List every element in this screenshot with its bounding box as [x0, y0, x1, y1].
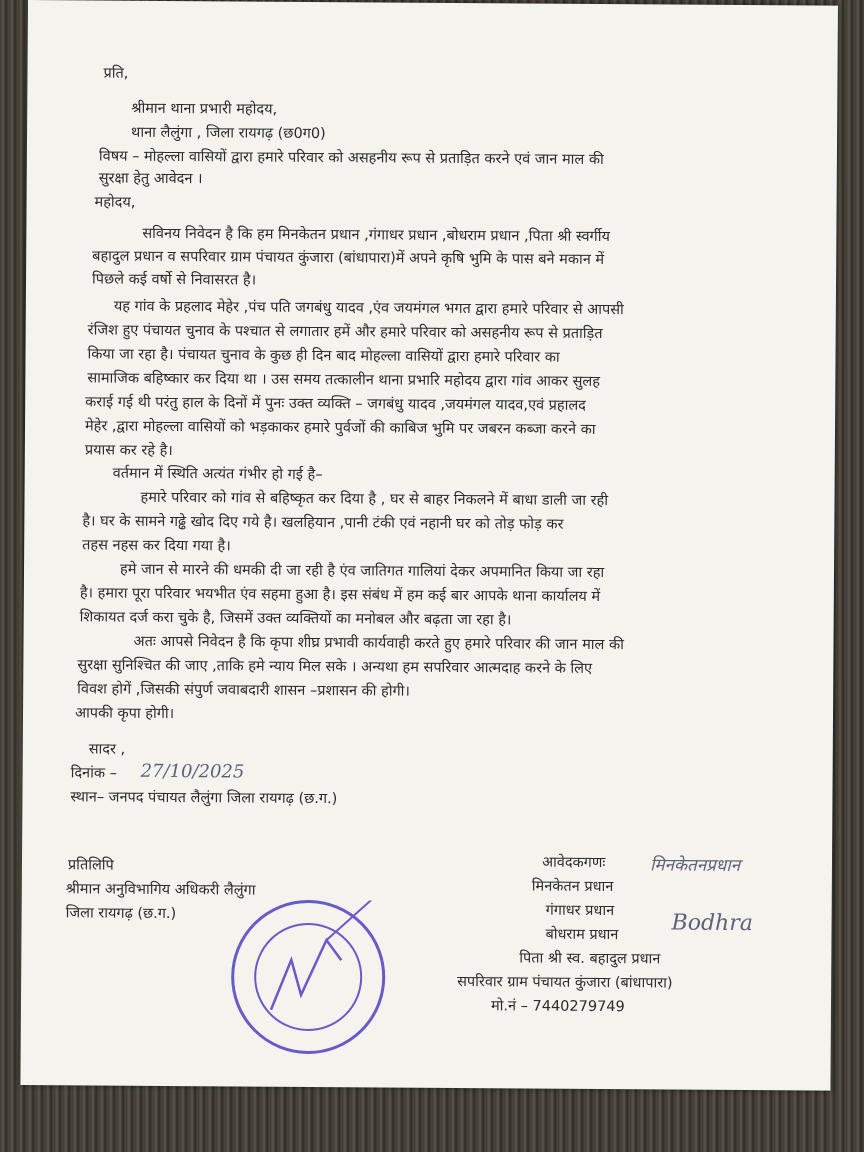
body-line: सुरक्षा सुनिश्चित की जाए ,ताकि हमे न्याय मिल सके । अन्यथा हम सपरिवार आत्मदाह करने के लिए: [77, 657, 593, 677]
body-line: रंजिश हुए पंचायत चुनाव के पश्चात से लगातार हमें और हमारे परिवार को असहनीय रूप से प्रताड़ित: [87, 322, 603, 343]
police-stamp: [231, 899, 386, 1054]
applicants-label: आवेदकगणः: [541, 854, 606, 872]
body-line: वर्तमान में स्थिति अत्यंत गंभीर हो गई है–: [112, 465, 323, 484]
mobile-line: मो.नं – 7440279749: [490, 998, 625, 1016]
subject-line: सुरक्षा हेतु आवेदन ।: [98, 170, 203, 188]
body-line: बहादुल प्रधान व सपरिवार ग्राम पंचायत कुंजारा (बांधापारा)में अपने कृषि भुमि के पास बने मकान में: [92, 248, 605, 269]
body-line: हमे जान से मारने की धमकी दी जा रही है एंव जातिगत गालियां देकर अपमानित किया जा रहा: [119, 561, 605, 582]
body-line: प्रयास कर रहे है।: [84, 442, 173, 460]
salutation: महोदय,: [94, 194, 136, 211]
to-label: प्रति,: [103, 65, 129, 82]
recipient-line: थाना लैलुंगा , जिला रायगढ़ (छ0ग0): [131, 124, 326, 143]
body-line: पिछले कई वर्षो से निवासरत है।: [91, 271, 257, 289]
body-line: मेहेर ,द्वारा मोहल्ला वासियों को भड़काकर हमारे पुर्वजों की काबिज भुमि पर जबरन कब्जा करने का: [84, 418, 596, 438]
father-line: पिता श्री स्व. बहादुल प्रधान: [519, 950, 661, 968]
recipient-line: श्रीमान थाना प्रभारी महोदय,: [131, 100, 278, 118]
body-line: सामाजिक बहिष्कार कर दिया था । उस समय तत्कालीन थाना प्रभारि महोदय द्वारा गांव आकर सुलह: [87, 370, 601, 391]
place: स्थान– जनपद पंचायत लैलुंगा जिला रायगढ़ (छ.ग.): [70, 789, 338, 808]
date-value: 27/10/2025: [140, 760, 245, 783]
stamp-signature-icon: [231, 899, 380, 1048]
applicant-name: बोधराम प्रधान: [545, 926, 619, 944]
signature: Bodhra: [671, 910, 753, 937]
letter-paper: [20, 0, 838, 1091]
body-line: अतः आपसे निवेदन है कि कृपा शीघ्र प्रभावी कार्यवाही करते हुए हमारे परिवार की जान माल की: [133, 633, 624, 654]
body-line: है। घर के सामने गढ्ढे खोद दिए गये है। खलहियान ,पानी टंकी एवं नहानी घर को तोड़ फोड़ कर: [82, 513, 564, 533]
applicant-name: गंगाधर प्रधान: [545, 902, 615, 920]
body-line: विवश होगें ,जिसकी संपुर्ण जवाबदारी शासन –प्रशासन की होगी।: [77, 681, 411, 700]
copy-line: जिला रायगढ़ (छ.ग.): [65, 905, 177, 923]
body-line: हमारे परिवार को गांव से बहिष्कृत कर दिया है , घर से बाहर निकलने में बाधा डाली जा रही: [140, 489, 609, 510]
body-line: सविनय निवेदन है कि हम मिनकेतन प्रधान ,गंगाधर प्रधान ,बोधराम प्रधान ,पिता श्री स्वर्गीय: [142, 225, 610, 246]
applicant-name: मिनकेतन प्रधान: [531, 878, 614, 896]
subject-line: विषय – मोहल्ला वासियों द्वारा हमारे परिवार को असहनीय रूप से प्रताड़ित करने एवं जान माल की: [98, 148, 604, 169]
sadar: सादर ,: [88, 741, 126, 758]
body-line: शिकायत दर्ज करा चुके है, जिसमें उक्त व्यक्तियों का मनोबल और बढ़ता जा रहा है।: [79, 609, 512, 629]
copy-line: श्रीमान अनुविभागिय अधिकरी लैलुंगा: [65, 881, 256, 899]
body-line: कराई गई थी परंतु हाल के दिनों में पुनः उक्त व्यक्ति – जगबंधु यादव ,जयमंगल यादव,एवं प्रहालद: [85, 394, 586, 414]
body-line: किया जा रहा है। पंचायत चुनाव के कुछ ही दिन बाद मोहल्ला वासियों द्वारा हमारे परिवार का: [87, 346, 560, 366]
body-line: तहस नहस कर दिया गया है।: [82, 537, 231, 555]
copy-heading: प्रतिलिपि: [67, 857, 114, 874]
closing: आपकी कृपा होगी।: [74, 705, 175, 723]
address-line: सपरिवार ग्राम पंचायत कुंजारा (बांधापारा): [457, 974, 673, 992]
body-line: है। हमारा पूरा परिवार भयभीत एंव सहमा हुआ है। इस संबंध में हम कई बार आपके थाना कार्यालय में: [79, 585, 601, 606]
signature: मिनकेतनप्रधान: [649, 855, 741, 876]
body-line: यह गांव के प्रहलाद मेहेर ,पंच पति जगबंधु यादव ,एंव जयमंगल भगत द्वारा हमारे परिवार से आपसी: [113, 298, 624, 319]
date-label: दिनांक –: [70, 765, 117, 782]
